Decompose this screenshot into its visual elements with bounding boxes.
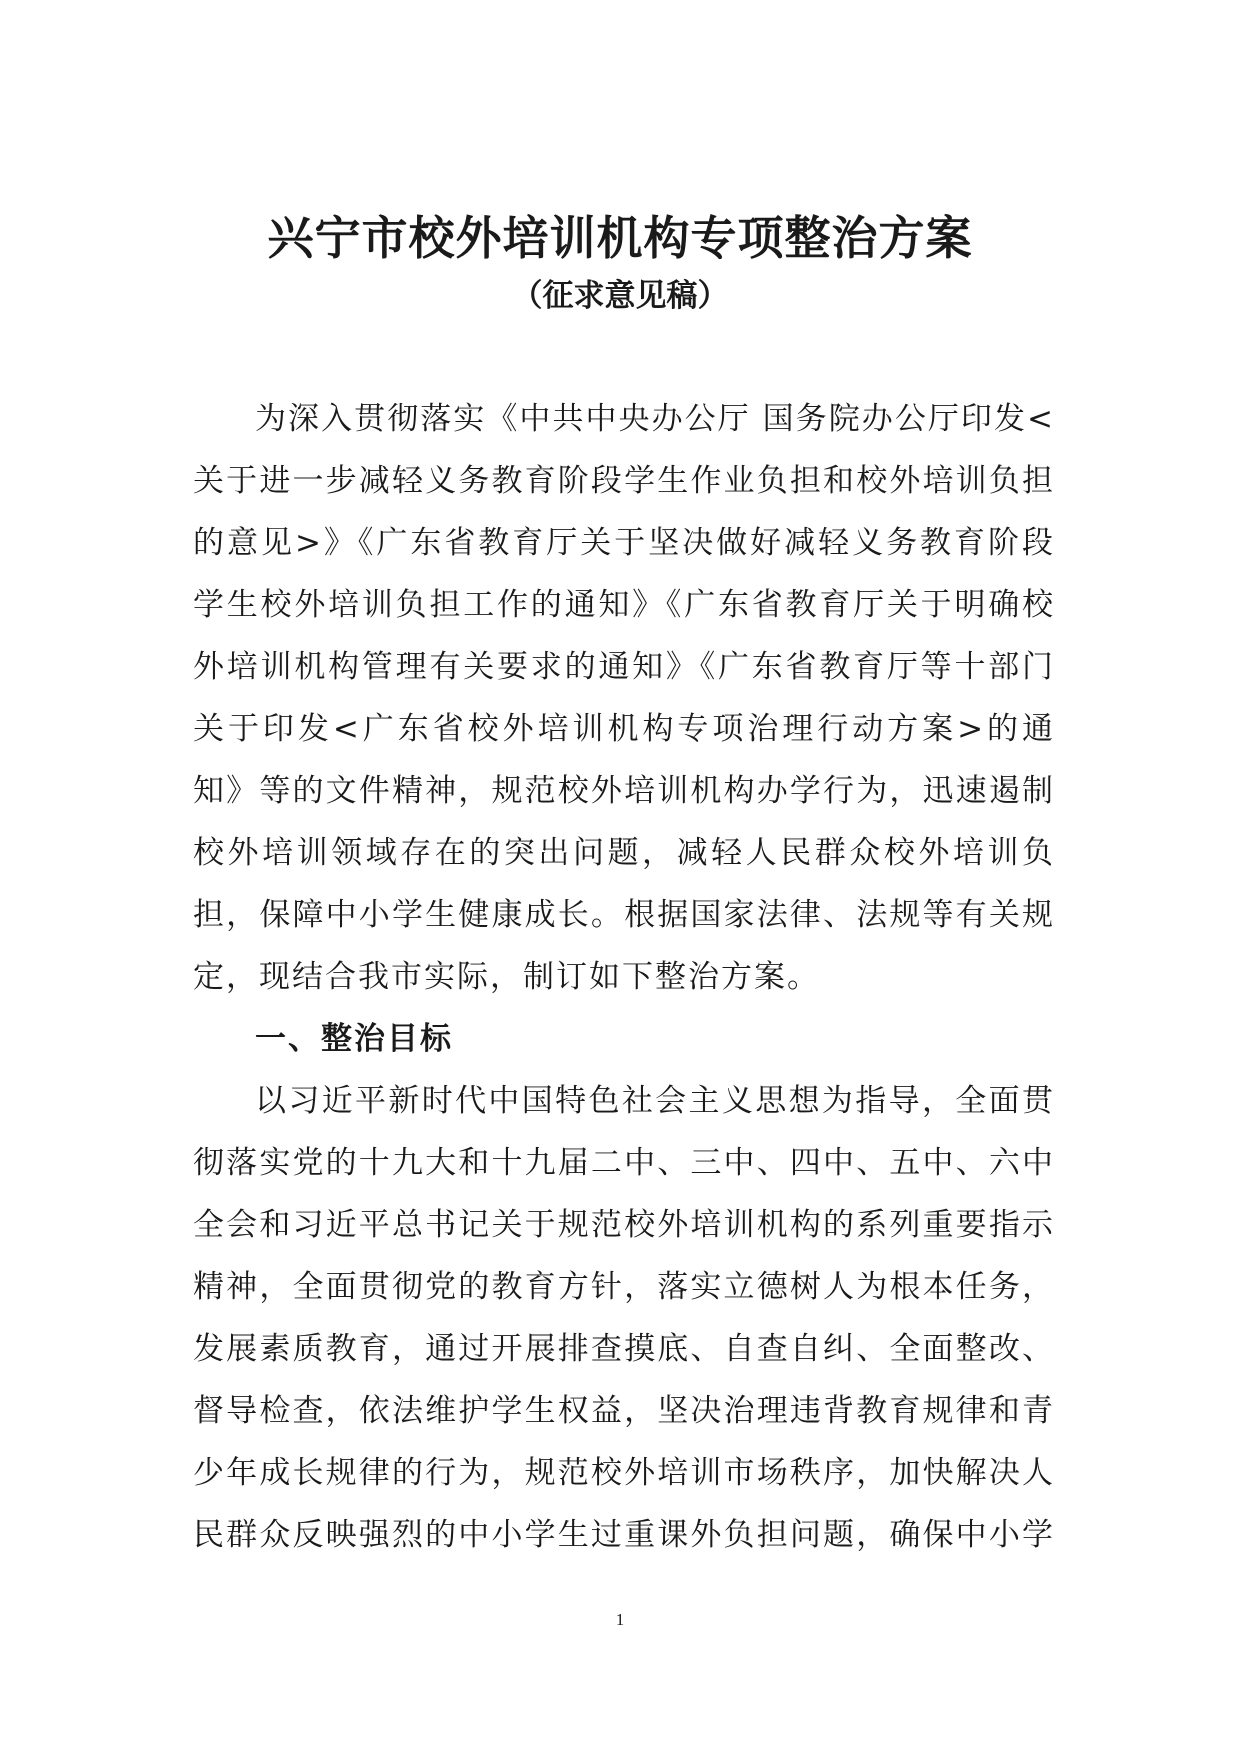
paragraph-goals: 以习近平新时代中国特色社会主义思想为指导，全面贯彻落实党的十九大和十九届二中、三中、四中、五中、六中全会和习近平总书记关于规范校外培训机构的系列重要指示精神，全面贯彻党的教育方针，落实立德树人为根本任务，发展素质教育，通过开展排查摸底、自查自纠、全面整改、督导检查，依法维护学生权益，坚决治理违背教育规律和青少年成长规律的行为，规范校外培训市场秩序，加快解决人民群众反映强烈的中小学生过重课外负担问题，确保中小学 bbox=[193, 1083, 1055, 1553]
paragraph-intro: 为深入贯彻落实《中共中央办公厅 国务院办公厅印发<关于进一步减轻义务教育阶段学生作业负担和校外培训负担的意见>》《广东省教育厅关于坚决做好减轻义务教育阶段学生校外培训负担工作的通知》《广东省教育厅关于明确校外培训机构管理有关要求的通知》《广东省教育厅等十部门关于印发<广东省校外培训机构专项治理行动方案>的通知》等的文件精神，规范校外培训机构办学行为，迅速遏制校外培训领域存在的突出问题，减轻人民群众校外培训负担，保障中小学生健康成长。根据国家法律、法规等有关规定，现结合我市实际，制订如下整治方案。 bbox=[193, 401, 1055, 995]
document-title: 兴宁市校外培训机构专项整治方案 bbox=[267, 211, 973, 265]
page-number: 1 bbox=[615, 1610, 625, 1629]
document-subtitle: （征求意见稿） bbox=[511, 278, 729, 314]
section-heading-goals: 一、整治目标 bbox=[255, 1021, 453, 1057]
document-body bbox=[193, 388, 1055, 1566]
